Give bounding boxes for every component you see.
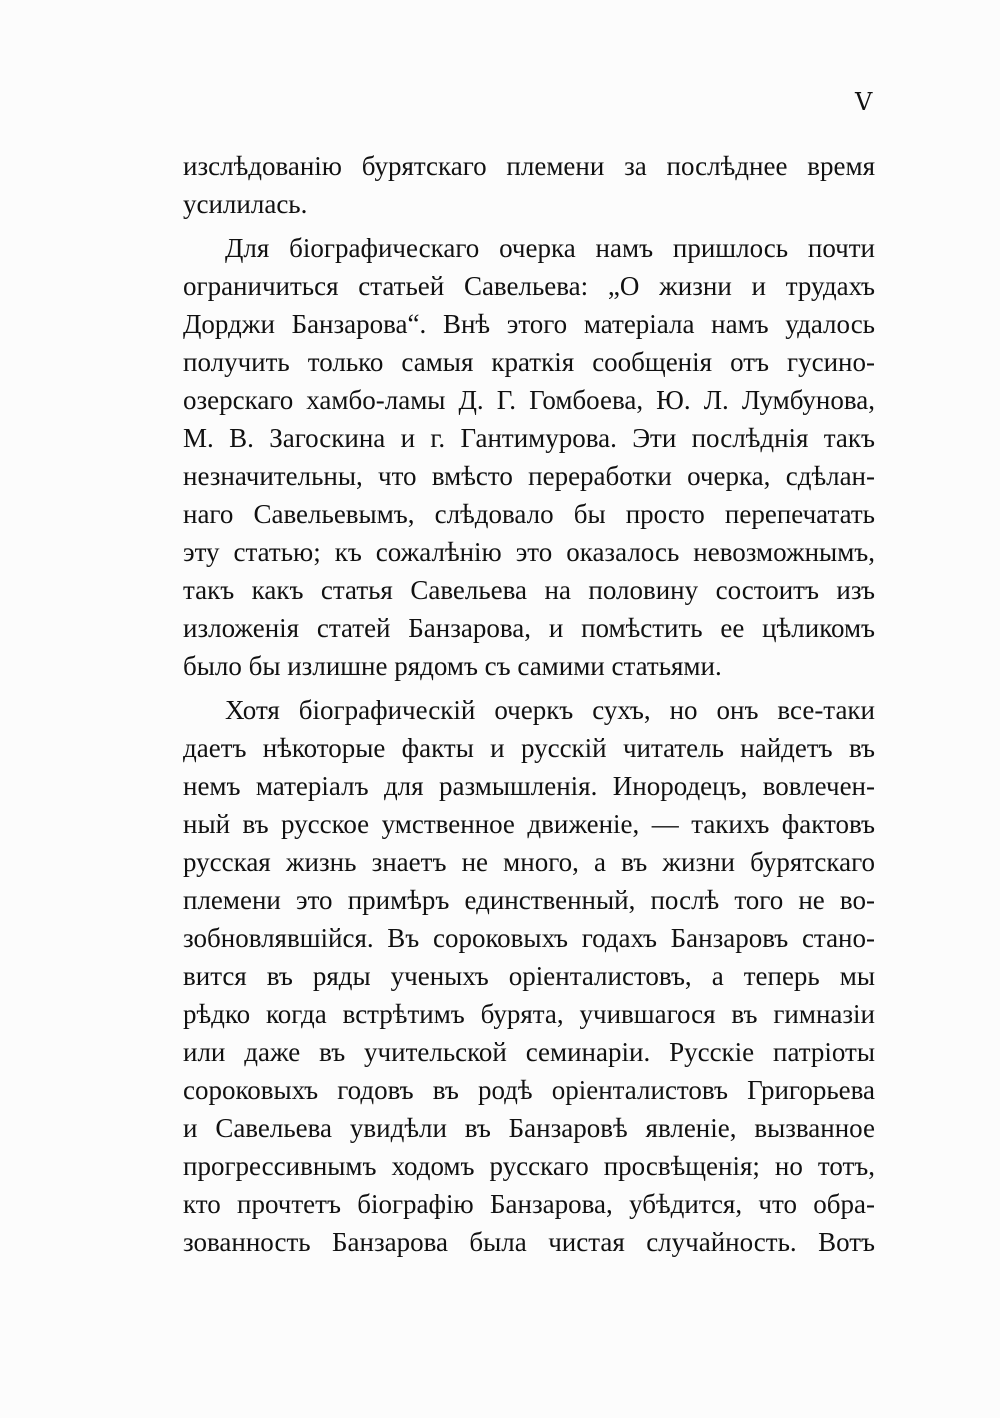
text-line: изслѣдованію бурятскаго племени за послѣднее время <box>183 151 875 181</box>
text-line: эту статью; къ сожалѣнію это оказалось невозможнымъ, <box>183 537 875 567</box>
text-line: немъ матеріалъ для размышленія. Инородецъ, вовлечен- <box>183 771 875 801</box>
text-line: рѣдко когда встрѣтимъ бурята, учившагося въ гимназіи <box>183 999 875 1029</box>
text-line: такъ какъ статья Савельева на половину состоитъ изъ <box>183 575 875 605</box>
text-line: или даже въ учительской семинаріи. Русскіе патріоты <box>183 1037 875 1067</box>
text-line: усилилась. <box>183 189 308 219</box>
text-line: Для біографическаго очерка намъ пришлось почти <box>225 233 875 263</box>
text-line: даетъ нѣкоторые факты и русскій читатель найдетъ въ <box>183 733 875 763</box>
text-line: русская жизнь знаетъ не много, а въ жизни бурятскаго <box>183 847 875 877</box>
text-line: и Савельева увидѣли въ Банзаровѣ явленіе, вызванное <box>183 1113 875 1143</box>
body-text <box>183 147 875 1261</box>
text-line: незначительны, что вмѣсто переработки очерка, сдѣлан- <box>183 461 875 491</box>
text-line: зованность Банзарова была чистая случайность. Вотъ <box>183 1227 875 1257</box>
text-line: кто прочтетъ біографію Банзарова, убѣдится, что обра- <box>183 1189 875 1219</box>
text-line: племени это примѣръ единственный, послѣ того не во- <box>183 885 875 915</box>
text-line: Дорджи Банзарова“. Внѣ этого матеріала намъ удалось <box>183 309 875 339</box>
text-line: получить только самыя краткія сообщенія отъ гусино- <box>183 347 875 377</box>
text-line: изложенія статей Банзарова, и помѣстить ее цѣликомъ <box>183 613 875 643</box>
text-line: было бы излишне рядомъ съ самими статьями. <box>183 651 722 681</box>
text-line: зобновлявшійся. Въ сороковыхъ годахъ Банзаровъ стано- <box>183 923 875 953</box>
text-line: Хотя біографическій очеркъ сухъ, но онъ все-таки <box>225 695 875 725</box>
text-line: вится въ ряды ученыхъ оріенталистовъ, а теперь мы <box>183 961 875 991</box>
text-line: ный въ русское умственное движеніе, — такихъ фактовъ <box>183 809 875 839</box>
text-line: М. В. Загоскина и г. Гантимурова. Эти послѣднія такъ <box>183 423 875 453</box>
text-line: сороковыхъ годовъ въ родѣ оріенталистовъ Григорьева <box>183 1075 875 1105</box>
text-line: прогрессивнымъ ходомъ русскаго просвѣщенія; но тотъ, <box>183 1151 875 1181</box>
text-line: озерскаго хамбо-ламы Д. Г. Гомбоева, Ю. Л. Лумбунова, <box>183 385 875 415</box>
text-line: ограничиться статьей Савельева: „О жизни и трудахъ <box>183 271 875 301</box>
page-number: V <box>855 88 873 116</box>
text-line: наго Савельевымъ, слѣдовало бы просто перепечатать <box>183 499 875 529</box>
